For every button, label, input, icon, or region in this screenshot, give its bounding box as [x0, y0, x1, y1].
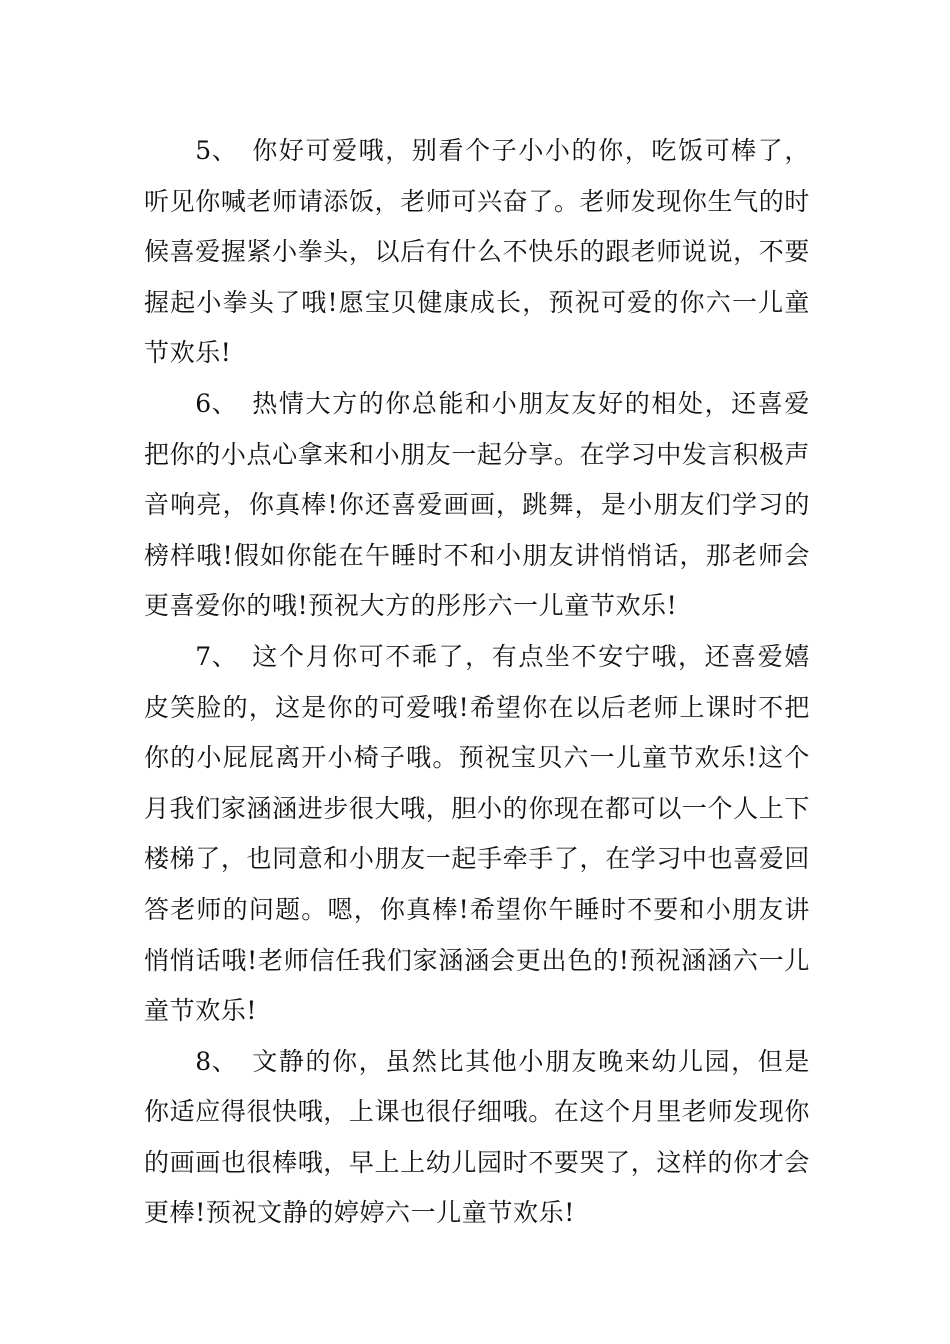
paragraph-number: 7、: [195, 641, 238, 671]
paragraph-text: 热情大方的你总能和小朋友友好的相处，还喜爱把你的小点心拿来和小朋友一起分享。在学习中发言积极声音响亮，你真棒!你还喜爱画画，跳舞，是小朋友们学习的榜样哦!假如你能在午睡时不和小朋友讲悄悄话，那老师会更喜爱你的哦!预祝大方的彤彤六一儿童节欢乐!: [144, 388, 810, 621]
paragraph-7: [144, 632, 810, 1037]
paragraph-number: 8、: [195, 1046, 238, 1076]
paragraph-text: 你好可爱哦，别看个子小小的你，吃饭可棒了，听见你喊老师请添饭，老师可兴奋了。老师发现你生气的时候喜爱握紧小拳头，以后有什么不快乐的跟老师说说，不要握起小拳头了哦!愿宝贝健康成长，预祝可爱的你六一儿童节欢乐!: [144, 136, 810, 368]
paragraph-6: [144, 379, 810, 632]
paragraph-5: [144, 126, 810, 379]
paragraph-number: 6、: [195, 388, 238, 418]
paragraph-number: 5、: [195, 136, 238, 165]
paragraph-text: 这个月你可不乖了，有点坐不安宁哦，还喜爱嬉皮笑脸的，这是你的可爱哦!希望你在以后老师上课时不把你的小屁屁离开小椅子哦。预祝宝贝六一儿童节欢乐!这个月我们家涵涵进步很大哦，胆小的你现在都可以一个人上下楼梯了，也同意和小朋友一起手牵手了，在学习中也喜爱回答老师的问题。嗯，你真棒!希望你午睡时不要和小朋友讲悄悄话哦!老师信任我们家涵涵会更出色的!预祝涵涵六一儿童节欢乐!: [144, 641, 810, 1026]
paragraph-8: [144, 1037, 810, 1239]
paragraph-text: 文静的你，虽然比其他小朋友晚来幼儿园，但是你适应得很快哦，上课也很仔细哦。在这个月里老师发现你的画画也很棒哦，早上上幼儿园时不要哭了，这样的你才会更棒!预祝文静的婷婷六一儿童节欢乐!: [144, 1046, 810, 1228]
document-body: [144, 126, 810, 1239]
